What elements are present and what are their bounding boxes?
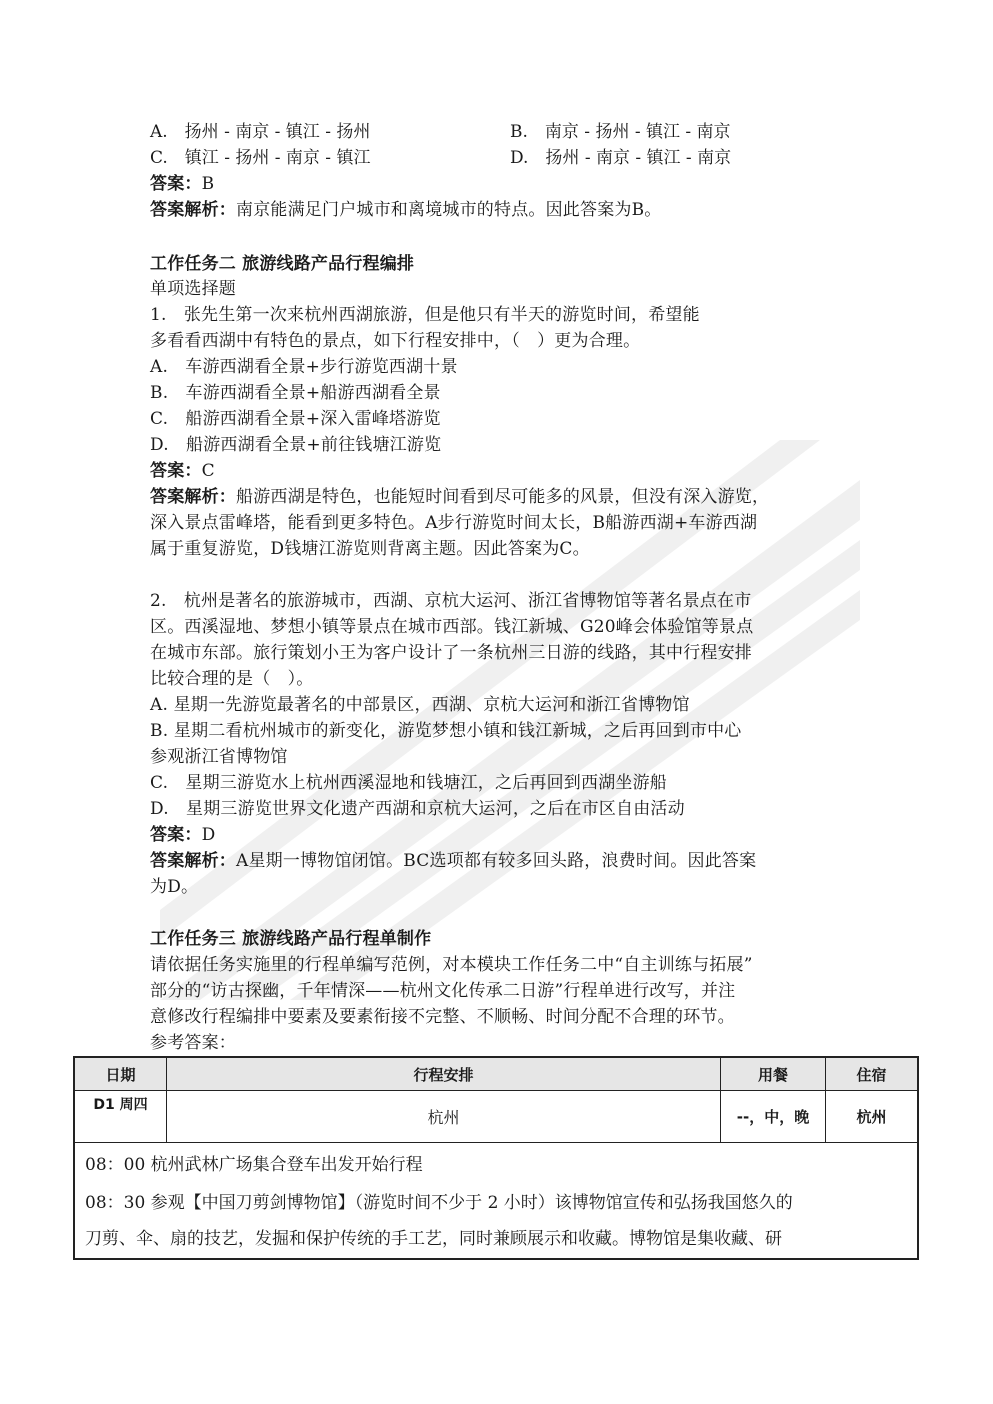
option-c: C. 镇江 - 扬州 - 南京 - 镇江 [150,148,371,168]
header-date: 日期 [105,1065,136,1084]
question-text: 多看看西湖中有特色的景点，如下行程安排中，（ ）更为合理。 [150,331,641,351]
analysis-text: 为D。 [150,877,199,897]
header-lodging: 住宿 [856,1065,887,1084]
answer-label: 答案： [150,461,202,481]
section-heading: 工作任务三 旅游线路产品行程单制作 [150,929,432,949]
answer-line [150,822,215,848]
answer-label: 答案： [150,174,202,194]
analysis-line [150,197,662,223]
divider [825,1058,826,1090]
option-row [150,119,731,145]
divider [825,1090,826,1142]
analysis-label: 答案解析： [150,487,236,507]
question-type: 单项选择题 [150,279,236,299]
divider [166,1058,167,1090]
row-lodging: 杭州 [856,1107,887,1126]
question-text: 区。西溪湿地、梦想小镇等景点在城市西部。钱江新城、G20峰会体验馆等景点 [150,617,754,637]
option-b: B. 星期二看杭州城市的新变化，游览梦想小镇和钱江新城，之后再回到市中心 [150,721,742,741]
divider [166,1090,167,1142]
question-text: 比较合理的是（ ）。 [150,669,314,689]
row-schedule: 杭州 [427,1107,460,1127]
option-d: D. 星期三游览世界文化遗产西湖和京杭大运河，之后在市区自由活动 [150,799,685,819]
itinerary-line: 08：00 杭州武林广场集合登车出发开始行程 [85,1155,423,1175]
option-b: B. 车游西湖看全景+船游西湖看全景 [150,383,441,403]
table-row [75,1090,917,1143]
analysis-line [150,484,769,510]
instruction-text: 请依据任务实施里的行程单编写范例，对本模块工作任务二中“自主训练与拓展” [150,955,753,975]
option-a: A. 星期一先游览最著名的中部景区，西湖、京杭大运河和浙江省博物馆 [150,695,690,715]
analysis-text: 属于重复游览，D钱塘江游览则背离主题。因此答案为C。 [150,539,590,559]
analysis-label: 答案解析： [150,200,236,220]
question-text: 1. 张先生第一次来杭州西湖旅游，但是他只有半天的游览时间，希望能 [150,305,700,325]
header-schedule: 行程安排 [413,1065,474,1084]
table-header-row [75,1058,917,1091]
header-meals: 用餐 [757,1065,788,1084]
answer-line [150,171,214,197]
answer-value: D [201,825,216,845]
answer-line [150,458,215,484]
reference-answer-label: 参考答案： [150,1033,236,1053]
option-c: C. 星期三游览水上杭州西溪湿地和钱塘江，之后再回到西湖坐游船 [150,773,668,793]
answer-label: 答案： [150,825,202,845]
instruction-text: 部分的“访古探幽，千年情深——杭州文化传承二日游”行程单进行改写，并注 [150,981,736,1001]
itinerary-table [73,1056,919,1260]
section-heading: 工作任务二 旅游线路产品行程编排 [150,254,415,274]
divider [720,1090,721,1142]
question-text: 2. 杭州是著名的旅游城市，西湖、京杭大运河、浙江省博物馆等著名景点在市 [150,591,752,611]
option-c: C. 船游西湖看全景+深入雷峰塔游览 [150,409,441,429]
option-d: D. 扬州 - 南京 - 镇江 - 南京 [510,148,732,168]
answer-value: C [201,461,215,481]
analysis-label: 答案解析： [150,851,236,871]
instruction-text: 意修改行程编排中要素及要素衔接不完整、不顺畅、时间分配不合理的环节。 [150,1007,735,1027]
option-a: A. 扬州 - 南京 - 镇江 - 扬州 [150,122,371,142]
question-text: 在城市东部。旅行策划小王为客户设计了一条杭州三日游的线路，其中行程安排 [150,643,752,663]
divider [720,1058,721,1090]
itinerary-line: 刀剪、伞、扇的技艺，发掘和保护传统的手工艺，同时兼顾展示和收藏。博物馆是集收藏、研 [85,1229,782,1249]
option-row [150,145,731,171]
analysis-text: 深入景点雷峰塔，能看到更多特色。A步行游览时间太长，B船游西湖+车游西湖 [150,513,758,533]
option-a: A. 车游西湖看全景+步行游览西湖十景 [150,357,458,377]
itinerary-line: 08：30 参观【中国刀剪剑博物馆】（游览时间不少于 2 小时）该博物馆宣传和弘扬我国悠久的 [85,1193,793,1213]
option-b-cont: 参观浙江省博物馆 [150,747,288,767]
row-date: D1 周四 [93,1097,148,1113]
analysis-line [150,848,756,874]
analysis-text: 船游西湖是特色，也能短时间看到尽可能多的风景，但没有深入游览， [236,487,770,507]
answer-value: B [201,174,215,194]
analysis-text: A星期一博物馆闭馆。BC选项都有较多回头路，浪费时间。因此答案 [236,851,757,871]
option-d: D. 船游西湖看全景+前往钱塘江游览 [150,435,442,455]
analysis-text: 南京能满足门户城市和离境城市的特点。因此答案为B。 [236,200,662,220]
option-b: B. 南京 - 扬州 - 镇江 - 南京 [510,122,731,142]
row-meals: --，中，晚 [736,1107,810,1126]
